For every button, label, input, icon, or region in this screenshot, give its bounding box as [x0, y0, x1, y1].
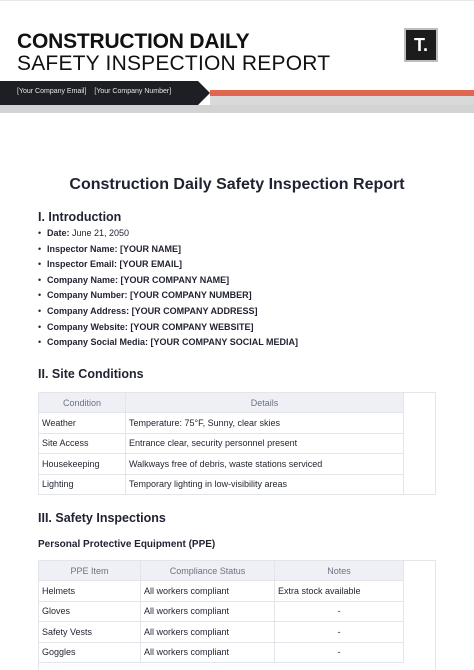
section-heading-safety-inspections: III. Safety Inspections — [38, 511, 166, 525]
table-cell: All workers compliant — [141, 601, 275, 622]
header-band-grey-upper — [210, 96, 474, 105]
table-cell: - — [275, 622, 404, 643]
table-cell: - — [275, 601, 404, 622]
table-cell: All workers compliant — [141, 642, 275, 663]
table-row — [39, 642, 404, 663]
table-cell: Gloves — [39, 601, 141, 622]
table-row — [39, 622, 404, 643]
column-header: PPE Item — [39, 561, 141, 581]
table-row — [39, 601, 404, 622]
ppe-table — [38, 560, 404, 663]
table-cell: Site Access — [39, 433, 126, 454]
header-band-grey — [0, 105, 474, 113]
table-cell: Housekeeping — [39, 454, 126, 475]
table-row — [39, 413, 404, 434]
list-item: • Date: June 21, 2050 — [38, 226, 298, 242]
list-item: • Inspector Email: [YOUR EMAIL] — [38, 257, 298, 273]
table-row — [39, 581, 404, 602]
top-rule — [0, 0, 474, 1]
site-conditions-table — [38, 392, 404, 495]
table-cell: - — [275, 642, 404, 663]
table-cell: Temporary lighting in low-visibility areas — [126, 474, 404, 495]
column-header: Compliance Status — [141, 561, 275, 581]
logo-letter: T. — [413, 34, 428, 55]
header-title-line2: SAFETY INSPECTION REPORT — [17, 52, 331, 75]
list-item: • Company Name: [YOUR COMPANY NAME] — [38, 273, 298, 289]
table-cell: Safety Vests — [39, 622, 141, 643]
table-row — [39, 433, 404, 454]
introduction-list — [38, 226, 298, 351]
table-cell: Extra stock available — [275, 581, 404, 602]
document-title: Construction Daily Safety Inspection Report — [69, 176, 405, 193]
header-contact-line — [17, 88, 179, 95]
table-row — [39, 454, 404, 475]
subheading-ppe: Personal Protective Equipment (PPE) — [38, 539, 216, 550]
list-item: • Company Website: [YOUR COMPANY WEBSITE] — [38, 320, 298, 336]
column-header: Condition — [39, 393, 126, 413]
table-cell: Entrance clear, security personnel present — [126, 433, 404, 454]
header-band-arrow — [198, 81, 210, 105]
list-item: • Inspector Name: [YOUR NAME] — [38, 242, 298, 258]
header-band-accent — [210, 90, 474, 96]
table-cell: Lighting — [39, 474, 126, 495]
table-cell: All workers compliant — [141, 622, 275, 643]
company-logo — [404, 28, 438, 62]
section-heading-site-conditions: II. Site Conditions — [38, 367, 144, 381]
table-cell: Goggles — [39, 642, 141, 663]
report-header — [0, 0, 474, 118]
table-cell: Weather — [39, 413, 126, 434]
list-item: • Company Number: [YOUR COMPANY NUMBER] — [38, 288, 298, 304]
column-header: Notes — [275, 561, 404, 581]
header-title-line1: CONSTRUCTION DAILY — [17, 30, 250, 53]
section-heading-introduction: I. Introduction — [38, 210, 122, 224]
list-item: • Company Social Media: [YOUR COMPANY SOCIAL MEDIA] — [38, 335, 298, 351]
list-item: • Company Address: [YOUR COMPANY ADDRESS] — [38, 304, 298, 320]
table-cell: Temperature: 75°F, Sunny, clear skies — [126, 413, 404, 434]
table-cell: Helmets — [39, 581, 141, 602]
company-email: [Your Company Email] — [17, 88, 87, 95]
table-row — [39, 474, 404, 495]
table-cell: All workers compliant — [141, 581, 275, 602]
company-number: [Your Company Number] — [94, 88, 172, 95]
table-cell: Walkways free of debris, waste stations serviced — [126, 454, 404, 475]
column-header: Details — [126, 393, 404, 413]
